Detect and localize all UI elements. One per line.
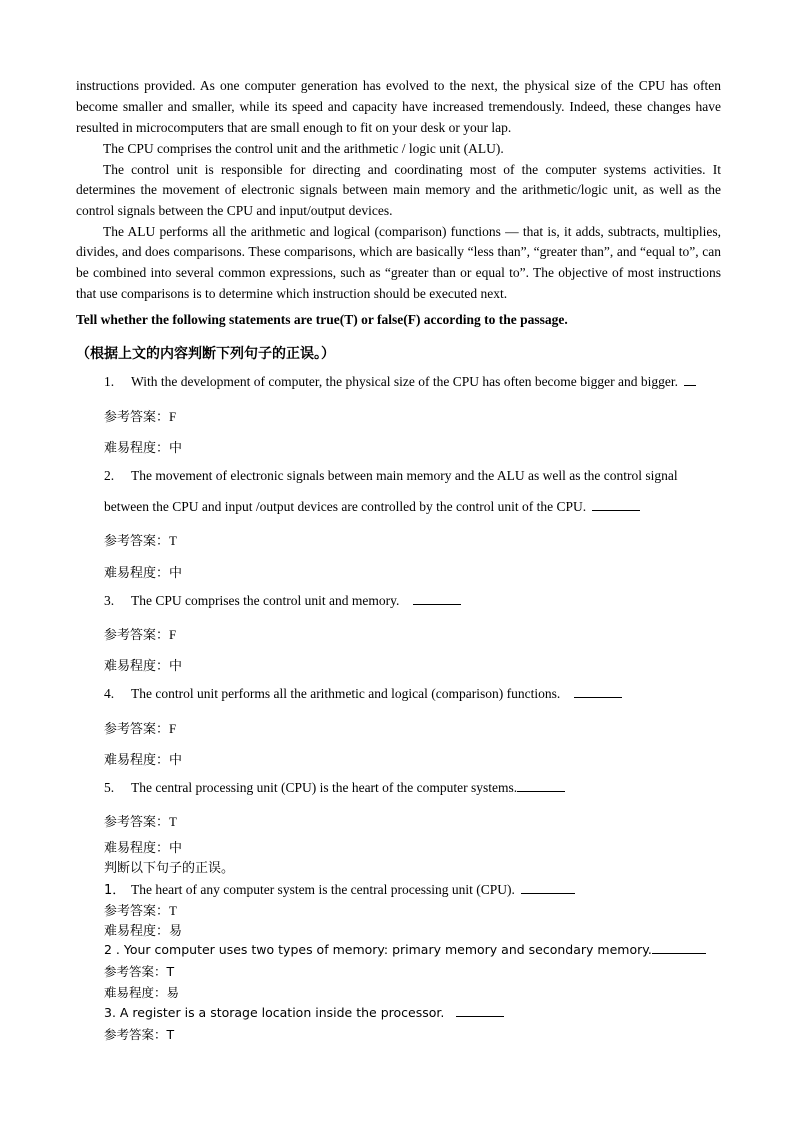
- section-2-answer-3: [104, 1025, 174, 1043]
- answer-blank[interactable]: [521, 892, 575, 894]
- answer-value: F: [169, 721, 177, 736]
- question-2: [104, 468, 678, 484]
- question-text: The control unit performs all the arithmetic and logical (comparison) functions.: [131, 686, 561, 701]
- answer-value: T: [169, 814, 177, 829]
- difficulty-value: 中: [169, 659, 183, 674]
- section-2-difficulty-2: [104, 983, 179, 1001]
- question-1: [104, 374, 696, 390]
- passage-paragraph-2: The CPU comprises the control unit and the arithmetic / logic unit (ALU).: [103, 140, 504, 156]
- answer-blank[interactable]: [456, 1015, 504, 1017]
- answer-value: T: [169, 533, 177, 548]
- passage-paragraph-1: instructions provided. As one computer generation has evolved to the next, the physical size of the CPU has often become smaller and smaller, while its speed and capacity have increased tremendously. Indeed, these changes have resulted in microcomputers that are small enough to fit on your desk or your lap.: [76, 78, 721, 135]
- answer-blank[interactable]: [574, 696, 622, 698]
- answer-1: [104, 406, 176, 425]
- section-2-question-3: [104, 1005, 504, 1020]
- answer-label: 参考答案：: [104, 815, 170, 830]
- difficulty-5: [104, 837, 182, 856]
- answer-label: 参考答案：: [104, 904, 170, 919]
- question-text: 2 . Your computer uses two types of memory: primary memory and secondary memory.: [104, 942, 652, 957]
- difficulty-label: 难易程度：: [104, 753, 170, 768]
- difficulty-1: [104, 437, 182, 456]
- section-2-heading: 判断以下句子的正误。: [104, 861, 235, 876]
- answer-blank[interactable]: [592, 509, 640, 511]
- answer-value: T: [169, 903, 177, 918]
- difficulty-label: 难易程度：: [104, 441, 170, 456]
- difficulty-value: 易: [169, 924, 183, 939]
- question-number: 1．: [104, 883, 126, 898]
- difficulty-value: 中: [169, 441, 183, 456]
- difficulty-value: 易: [166, 985, 180, 1000]
- answer-4: [104, 718, 176, 737]
- answer-value: F: [169, 627, 177, 642]
- difficulty-label: 难易程度：: [104, 566, 170, 581]
- answer-label: 参考答案：: [104, 722, 170, 737]
- answer-3: [104, 624, 176, 643]
- section-2-difficulty-1: [104, 920, 182, 939]
- answer-blank[interactable]: [684, 384, 696, 386]
- question-text: The central processing unit (CPU) is the heart of the computer systems.: [131, 780, 518, 795]
- answer-value: T: [166, 964, 175, 979]
- answer-2: [104, 530, 177, 549]
- answer-label: 参考答案：: [104, 1027, 167, 1042]
- section-2-question-2: [104, 942, 706, 957]
- passage-paragraph-3: The control unit is responsible for directing and coordinating most of the computer systems activities. It determines the movement of electronic signals between main memory and the arithmetic/logic unit, as well as the control signals between the CPU and input/output devices.: [76, 161, 721, 219]
- question-3: [104, 593, 461, 609]
- instruction-english: Tell whether the following statements are true(T) or false(F) according to the passage.: [76, 312, 568, 327]
- difficulty-label: 难易程度：: [104, 985, 167, 1000]
- difficulty-4: [104, 749, 182, 768]
- question-text: 3. A register is a storage location inside the processor.: [104, 1005, 445, 1020]
- answer-blank[interactable]: [413, 603, 461, 605]
- question-5: [104, 780, 565, 796]
- difficulty-value: 中: [169, 841, 183, 856]
- answer-5: [104, 811, 177, 830]
- answer-blank[interactable]: [517, 790, 565, 792]
- question-2-continued: [104, 499, 640, 515]
- answer-label: 参考答案：: [104, 410, 170, 425]
- question-4: [104, 686, 622, 702]
- answer-value: F: [169, 409, 177, 424]
- section-2-answer-1: [104, 900, 177, 919]
- question-number: 2.: [104, 468, 115, 483]
- answer-value: T: [166, 1027, 175, 1042]
- question-text-line-1: The movement of electronic signals between main memory and the ALU as well as the control signal: [131, 468, 678, 483]
- difficulty-label: 难易程度：: [104, 841, 170, 856]
- question-number: 4.: [104, 686, 115, 701]
- section-2-answer-2: [104, 962, 174, 980]
- question-text: The heart of any computer system is the central processing unit (CPU).: [131, 882, 515, 897]
- answer-label: 参考答案：: [104, 964, 167, 979]
- difficulty-value: 中: [169, 753, 183, 768]
- question-text: The CPU comprises the control unit and memory.: [131, 593, 400, 608]
- answer-label: 参考答案：: [104, 628, 170, 643]
- section-2-question-1: [104, 879, 575, 898]
- difficulty-label: 难易程度：: [104, 924, 170, 939]
- question-text: With the development of computer, the physical size of the CPU has often become bigger and bigger.: [131, 374, 679, 389]
- difficulty-value: 中: [169, 566, 183, 581]
- answer-blank[interactable]: [652, 952, 706, 954]
- instruction-chinese: （根据上文的内容判断下列句子的正误。）: [76, 346, 335, 362]
- question-text-line-2: between the CPU and input /output devices are controlled by the control unit of the CPU.: [104, 499, 587, 514]
- difficulty-3: [104, 655, 182, 674]
- answer-label: 参考答案：: [104, 534, 170, 549]
- question-number: 1.: [104, 374, 115, 389]
- difficulty-2: [104, 562, 182, 581]
- question-number: 3.: [104, 593, 115, 608]
- question-number: 5.: [104, 780, 115, 795]
- passage-paragraph-4: The ALU performs all the arithmetic and logical (comparison) functions — that is, it adds, subtracts, multiplies, divides, and does comparisons. These comparisons, which are basically “less than”, “greater than”, and “equal to”, can be combined into several common expressions, such as “greater than or equal to”. The objective of most instructions that use comparisons is to determine which instruction should be executed next.: [76, 223, 721, 301]
- difficulty-label: 难易程度：: [104, 659, 170, 674]
